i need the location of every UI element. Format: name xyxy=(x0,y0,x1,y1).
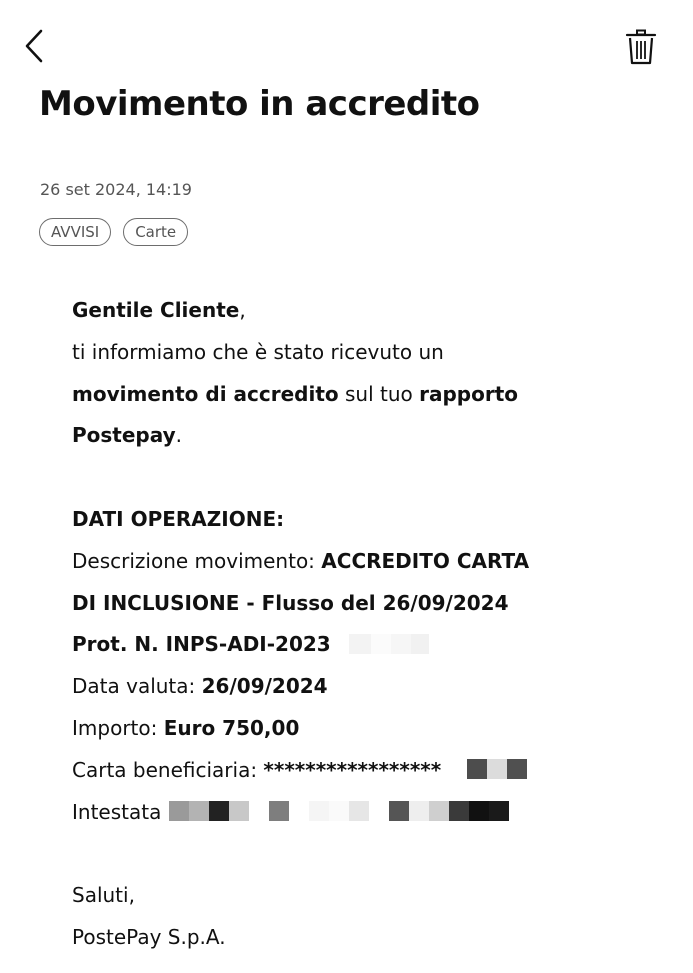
intro-text: sul tuo xyxy=(338,381,420,406)
tag-avvisi[interactable]: AVVISI xyxy=(39,218,111,246)
delete-button[interactable] xyxy=(620,26,662,68)
page-title: Movimento in accredito xyxy=(39,84,480,124)
tag-list xyxy=(39,218,188,246)
amount-line xyxy=(72,708,652,750)
tag-carte[interactable]: Carte xyxy=(123,218,188,246)
description-line-3 xyxy=(72,624,652,666)
intro-line-2 xyxy=(72,374,652,416)
holder-line xyxy=(72,792,652,834)
intro-bold-2: rapporto xyxy=(419,381,519,406)
intro-line-3 xyxy=(72,415,652,457)
trash-icon xyxy=(625,29,657,65)
description-line-1 xyxy=(72,541,652,583)
card-mask: ***************** xyxy=(263,757,442,782)
section-title xyxy=(72,499,652,541)
description-label: Descrizione movimento: xyxy=(72,548,322,573)
signature: PostePay S.p.A. xyxy=(72,924,226,949)
spacer xyxy=(72,457,652,499)
description-value-1: ACCREDITO CARTA xyxy=(321,548,530,573)
value-date-label: Data valuta: xyxy=(72,674,202,699)
intro-line-1: ti informiamo che è stato ricevuto un xyxy=(72,339,444,364)
message-date: 26 set 2024, 14:19 xyxy=(40,180,192,199)
greeting: Gentile Cliente xyxy=(72,298,240,322)
section-title-text: DATI OPERAZIONE: xyxy=(72,506,285,531)
intro-postepay: Postepay xyxy=(72,423,176,448)
description-line-2 xyxy=(72,583,652,625)
top-bar xyxy=(0,0,693,90)
redacted-holder-name xyxy=(169,801,509,821)
greeting-comma: , xyxy=(239,298,246,322)
intro-end: . xyxy=(175,423,183,448)
card-label: Carta beneficiaria: xyxy=(72,757,264,782)
description-value-2: DI INCLUSIONE - Flusso del 26/09/2024 xyxy=(72,590,509,615)
amount-label: Importo: xyxy=(72,715,164,740)
description-value-3: Prot. N. INPS-ADI-2023 xyxy=(72,632,331,657)
value-date-line xyxy=(72,666,652,708)
closing: Saluti, xyxy=(72,883,135,908)
spacer-2 xyxy=(72,833,652,875)
intro-bold: movimento di accredito xyxy=(72,381,339,406)
message-body xyxy=(72,290,652,959)
redacted-card-digits xyxy=(447,759,527,779)
chevron-left-icon xyxy=(23,29,45,63)
holder-label: Intestata xyxy=(72,799,162,824)
value-date: 26/09/2024 xyxy=(201,674,328,699)
amount-value: Euro 750,00 xyxy=(163,715,300,740)
greeting-line xyxy=(72,290,652,332)
redacted-protocol xyxy=(331,634,429,654)
card-line xyxy=(72,750,652,792)
back-button[interactable] xyxy=(14,24,54,68)
